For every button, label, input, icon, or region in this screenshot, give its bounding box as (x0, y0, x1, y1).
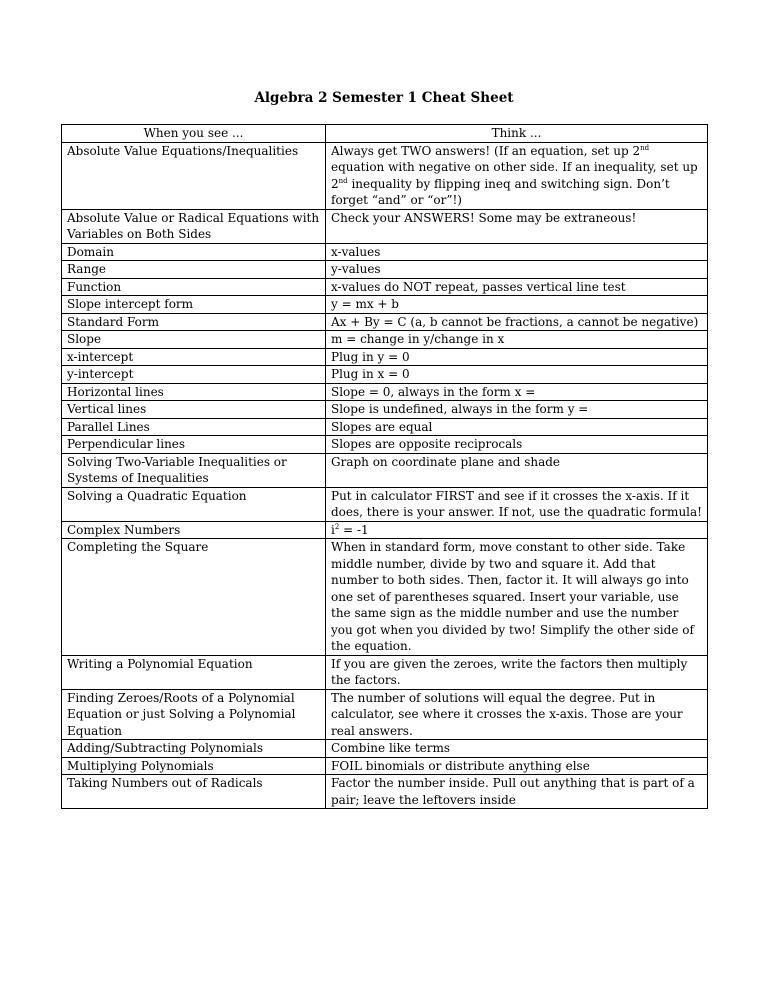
when-you-see-cell: x-intercept (62, 348, 326, 366)
think-cell: Slope = 0, always in the form x = (326, 383, 708, 401)
when-you-see-cell: Completing the Square (62, 539, 326, 656)
when-you-see-cell: Horizontal lines (62, 383, 326, 401)
think-cell: x-values (326, 243, 708, 261)
when-you-see-cell: Standard Form (62, 313, 326, 331)
table-row (62, 655, 708, 689)
when-you-see-cell: Slope (62, 331, 326, 349)
table-row (62, 243, 708, 261)
think-cell: Slopes are equal (326, 418, 708, 436)
header-when-you-see: When you see ... (62, 125, 326, 143)
text-segment: inequality by flipping ineq and switching sign. Don’t forget “and” or “or”!) (331, 176, 670, 207)
when-you-see-cell: Range (62, 261, 326, 279)
table-row (62, 740, 708, 758)
when-you-see-cell: Function (62, 278, 326, 296)
table-row (62, 453, 708, 487)
when-you-see-cell: y-intercept (62, 366, 326, 384)
when-you-see-cell: Absolute Value or Radical Equations with Variables on Both Sides (62, 209, 326, 243)
think-cell: m = change in y/change in x (326, 331, 708, 349)
when-you-see-cell: Parallel Lines (62, 418, 326, 436)
think-cell: Put in calculator FIRST and see if it crosses the x-axis. If it does, there is your answer. If not, use the quadratic formula! (326, 487, 708, 521)
when-you-see-cell: Domain (62, 243, 326, 261)
when-you-see-cell: Perpendicular lines (62, 436, 326, 454)
think-cell: Plug in y = 0 (326, 348, 708, 366)
text-segment: equation with negative on other side. If an inequality, set up 2 (331, 160, 698, 191)
think-cell: Slopes are opposite reciprocals (326, 436, 708, 454)
when-you-see-cell: Adding/Subtracting Polynomials (62, 740, 326, 758)
when-you-see-cell: Solving Two-Variable Inequalities or Systems of Inequalities (62, 453, 326, 487)
table-row (62, 436, 708, 454)
text-segment: i (331, 522, 335, 537)
table-row (62, 296, 708, 314)
table-row (62, 418, 708, 436)
think-cell: y-values (326, 261, 708, 279)
text-segment: = -1 (339, 522, 369, 537)
think-cell: When in standard form, move constant to other side. Take middle number, divide by two and square it. Add that number to both sides. Then, factor it. It will always go into one set of parentheses squared. Insert your variable, use the same sign as the middle number and use the number you got when you divided by two! Simplify the other side of the equation. (326, 539, 708, 656)
when-you-see-cell: Vertical lines (62, 401, 326, 419)
think-cell: Plug in x = 0 (326, 366, 708, 384)
table-row (62, 487, 708, 521)
cheat-sheet-table (61, 124, 708, 809)
think-cell (326, 521, 708, 539)
think-cell: FOIL binomials or distribute anything else (326, 757, 708, 775)
header-row (62, 125, 708, 143)
table-row (62, 521, 708, 539)
think-cell: If you are given the zeroes, write the factors then multiply the factors. (326, 655, 708, 689)
table-row (62, 757, 708, 775)
think-cell: The number of solutions will equal the degree. Put in calculator, see where it crosses the x-axis. Those are your real answers. (326, 689, 708, 740)
table-row (62, 142, 708, 209)
superscript: nd (338, 176, 348, 185)
header-think: Think ... (326, 125, 708, 143)
think-cell: Combine like terms (326, 740, 708, 758)
think-cell: Slope is undefined, always in the form y = (326, 401, 708, 419)
when-you-see-cell: Taking Numbers out of Radicals (62, 775, 326, 809)
document-title: Algebra 2 Semester 1 Cheat Sheet (254, 90, 514, 106)
superscript: 2 (334, 522, 340, 531)
when-you-see-cell: Complex Numbers (62, 521, 326, 539)
table-row (62, 383, 708, 401)
superscript: nd (640, 143, 650, 152)
table-row (62, 209, 708, 243)
when-you-see-cell: Slope intercept form (62, 296, 326, 314)
table-row (62, 401, 708, 419)
table-row (62, 261, 708, 279)
when-you-see-cell: Solving a Quadratic Equation (62, 487, 326, 521)
table-row (62, 348, 708, 366)
think-cell: Graph on coordinate plane and shade (326, 453, 708, 487)
table-row (62, 775, 708, 809)
when-you-see-cell: Writing a Polynomial Equation (62, 655, 326, 689)
table-row (62, 539, 708, 656)
when-you-see-cell: Absolute Value Equations/Inequalities (62, 142, 326, 209)
when-you-see-cell: Multiplying Polynomials (62, 757, 326, 775)
table-row (62, 366, 708, 384)
when-you-see-cell: Finding Zeroes/Roots of a Polynomial Equation or just Solving a Polynomial Equation (62, 689, 326, 740)
text-segment: Always get TWO answers! (If an equation, set up 2 (331, 143, 641, 158)
table-row (62, 331, 708, 349)
think-cell: x-values do NOT repeat, passes vertical line test (326, 278, 708, 296)
think-cell: Factor the number inside. Pull out anything that is part of a pair; leave the leftovers inside (326, 775, 708, 809)
think-cell: Check your ANSWERS! Some may be extraneous! (326, 209, 708, 243)
think-cell (326, 142, 708, 209)
table-row (62, 278, 708, 296)
think-cell: Ax + By = C (a, b cannot be fractions, a cannot be negative) (326, 313, 708, 331)
think-cell: y = mx + b (326, 296, 708, 314)
table-row (62, 689, 708, 740)
table-row (62, 313, 708, 331)
